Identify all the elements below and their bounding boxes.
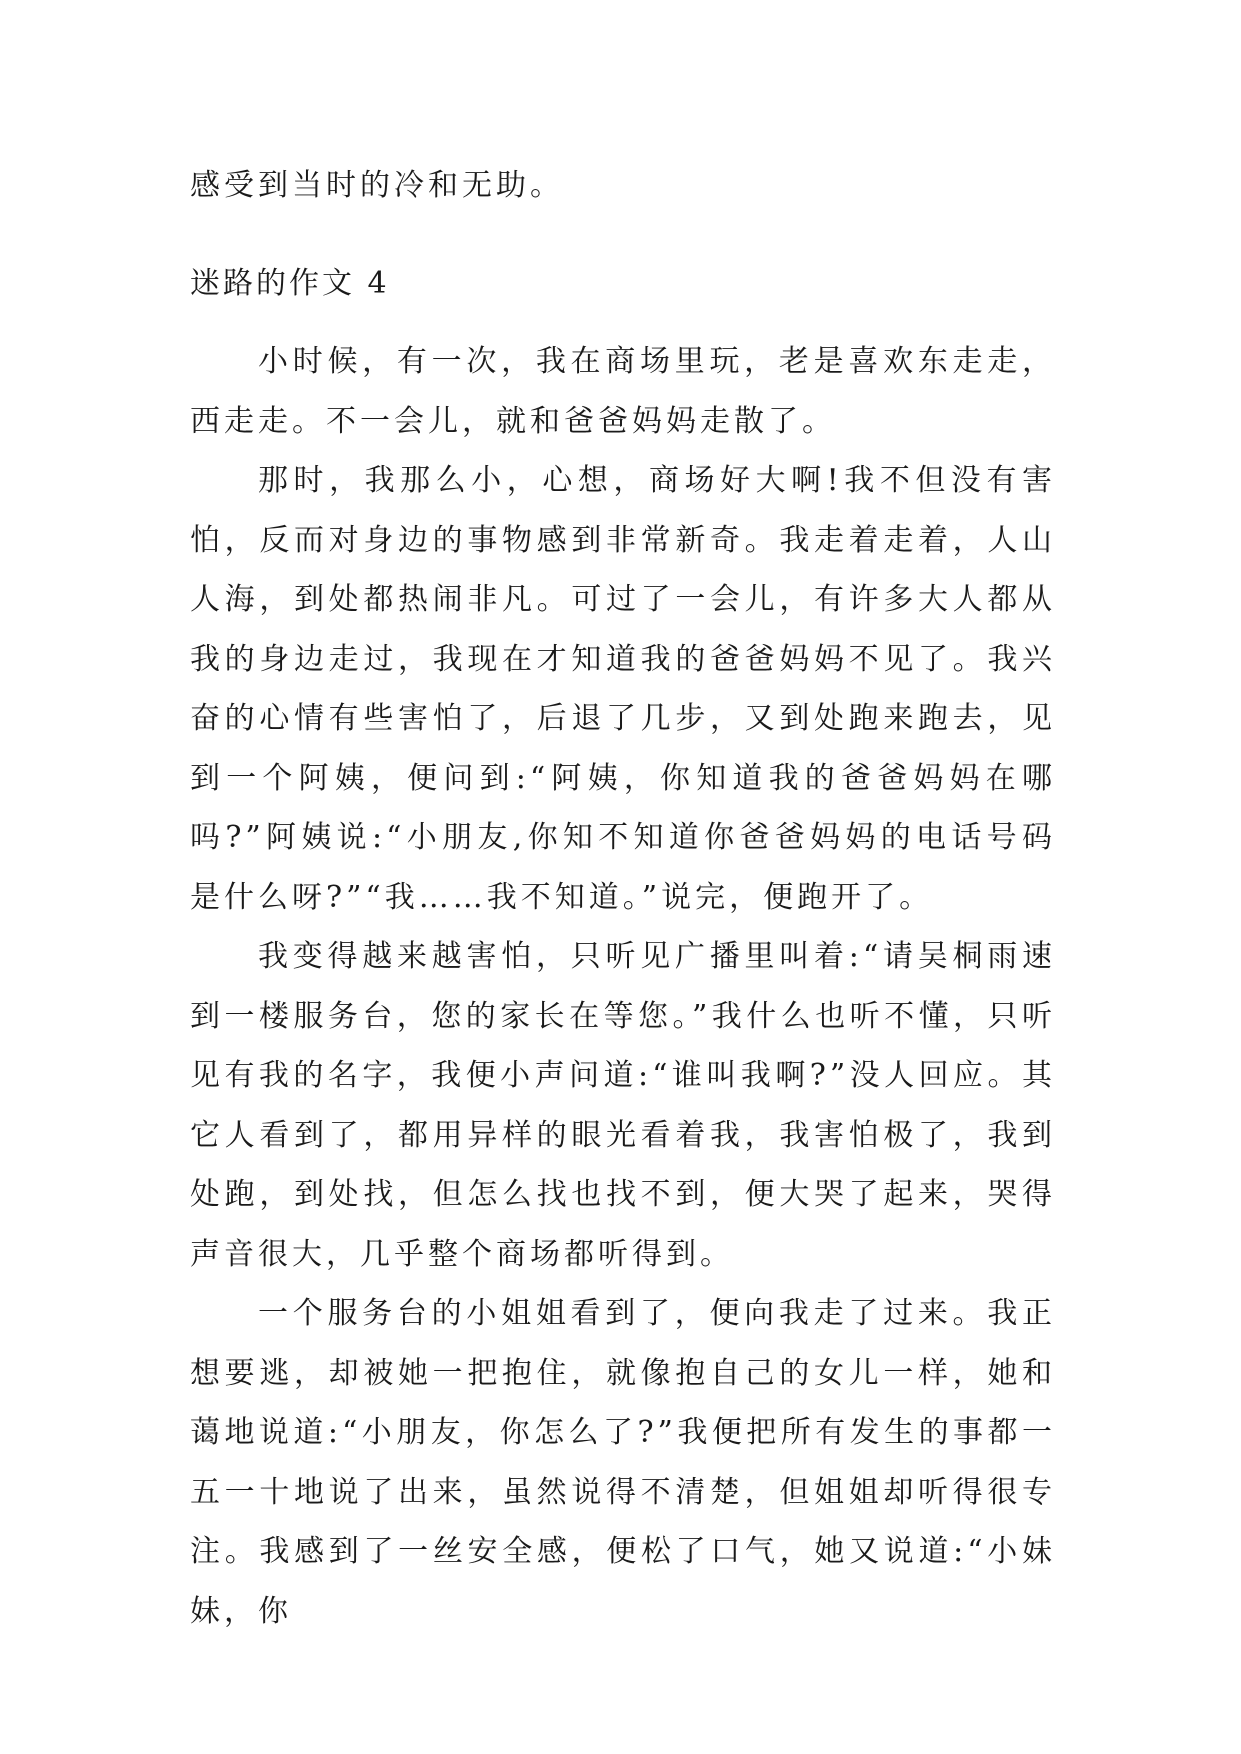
paragraph: 我变得越来越害怕，只听见广播里叫着:“请吴桐雨速到一楼服务台，您的家长在等您。”我什么也听不懂，只听见有我的名字，我便小声问道:“谁叫我啊?”没人回应。其它人看到了，都用异样的眼光看着我，我害怕极了，我到处跑，到处找，但怎么找也找不到，便大哭了起来，哭得声音很大，几乎整个商场都听得到。 — [190, 939, 1056, 1272]
section-title: 迷路的作文 4 — [190, 266, 390, 301]
paragraph: 那时，我那么小，心想，商场好大啊!我不但没有害怕，反而对身边的事物感到非常新奇。我走着走着，人山人海，到处都热闹非凡。可过了一会儿，有许多大人都从我的身边走过，我现在才知道我的爸爸妈妈不见了。我兴奋的心情有些害怕了，后退了几步，又到处跑来跑去，见到一个阿姨，便问到:“阿姨，你知道我的爸爸妈妈在哪吗?”阿姨说:“小朋友,你知不知道你爸爸妈妈的电话号码是什么呀?”“我……我不知道。”说完，便跑开了。 — [190, 463, 1056, 915]
lead-line: 感受到当时的冷和无助。 — [190, 168, 564, 203]
essay-body — [190, 332, 1056, 1641]
paragraph: 一个服务台的小姐姐看到了，便向我走了过来。我正想要逃，却被她一把抱住，就像抱自己的女儿一样，她和蔼地说道:“小朋友，你怎么了?”我便把所有发生的事都一五一十地说了出来，虽然说得不清楚，但姐姐却听得很专注。我感到了一丝安全感，便松了口气，她又说道:“小妹妹，你 — [190, 1296, 1056, 1629]
paragraph: 小时候，有一次，我在商场里玩，老是喜欢东走走，西走走。不一会儿，就和爸爸妈妈走散了。 — [190, 344, 1056, 439]
